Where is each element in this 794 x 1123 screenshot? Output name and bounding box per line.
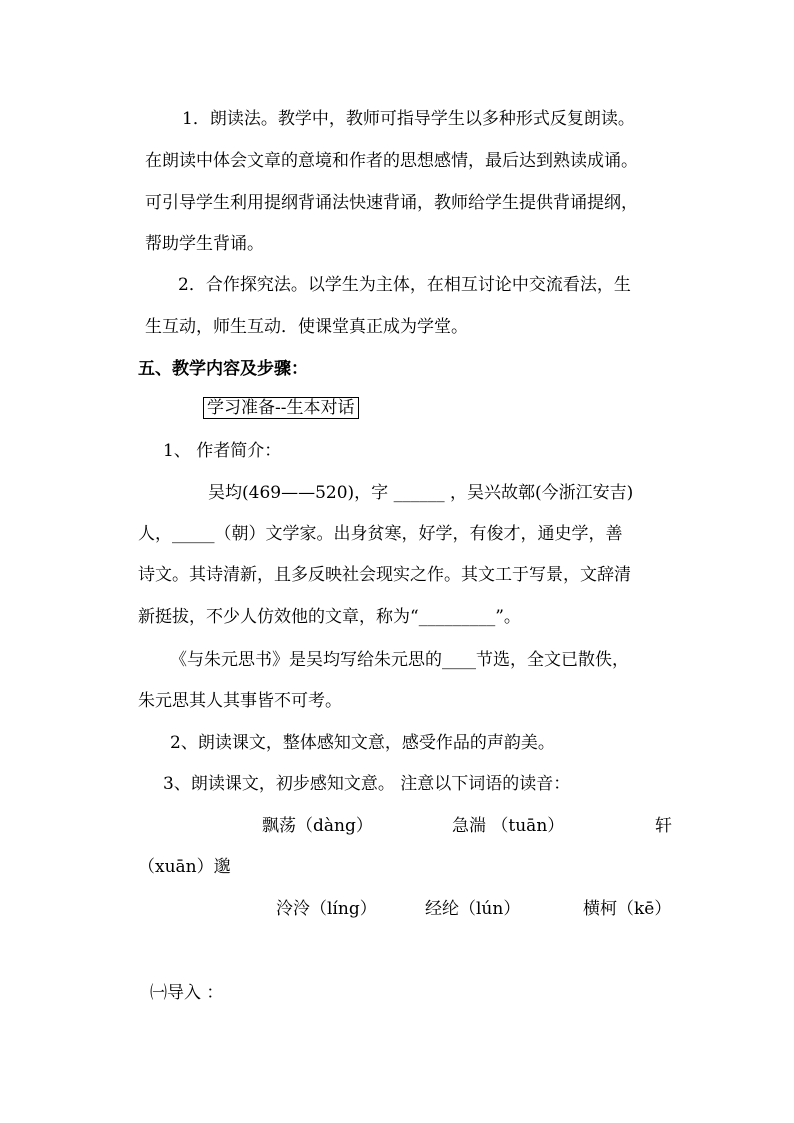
item1-line3: 诗文。其诗清新，且多反映社会现实之作。其文工于写景，文辞清 xyxy=(138,565,631,585)
method1-line1: 1．朗读法。教学中，教师可指导学生以多种形式反复朗读。 xyxy=(182,109,635,129)
boxed-title-text: 学习准备--生本对话 xyxy=(203,397,359,419)
item1-line4: 新挺拔，不少人仿效他的文章，称为“_________”。 xyxy=(138,607,521,627)
pron-row2-b: 经纶（lún） xyxy=(425,899,521,919)
item1-line5: 《与朱元思书》是吴均写给朱元思的____节选，全文已散佚， xyxy=(170,650,629,670)
item1-line1: 吴均(469——520)，字 ______ ，吴兴故鄣(今浙江安吉) xyxy=(208,483,634,503)
item1-line2: 人，_____（朝）文学家。出身贫寒，好学，有俊才，通史学，善 xyxy=(138,524,623,544)
pron-row2-a: 泠泠（líng） xyxy=(276,899,377,919)
pron-row1b: （xuān）邈 xyxy=(138,857,231,877)
pron-row1-a: 飘荡（dàng） xyxy=(262,816,373,836)
method2-line1: 2．合作探究法。以学生为主体，在相互讨论中交流看法，生 xyxy=(178,275,631,295)
method1-line4: 帮助学生背诵。 xyxy=(145,234,264,254)
section-heading: 五、教学内容及步骤： xyxy=(138,359,308,379)
method1-line2: 在朗读中体会文章的意境和作者的思想感情，最后达到熟读成诵。 xyxy=(145,151,638,171)
item1-line6: 朱元思其人其事皆不可考。 xyxy=(138,691,342,711)
intro-heading: ㈠导入 ： xyxy=(150,983,224,1003)
boxed-title xyxy=(203,397,359,419)
pron-row2-c: 横柯（kē） xyxy=(583,899,672,919)
pron-row1-c: 轩 xyxy=(655,816,672,836)
item2: 2、朗读课文，整体感知文意，感受作品的声韵美。 xyxy=(170,733,555,753)
method1-line3: 可引导学生利用提纲背诵法快速背诵，教师给学生提供背诵提纲， xyxy=(145,193,638,213)
pron-row1-b: 急湍 （tuān） xyxy=(452,816,565,836)
item1-heading: 1、 作者简介： xyxy=(163,441,282,461)
method2-line2: 生互动，师生互动．使课堂真正成为学堂。 xyxy=(145,317,468,337)
item3: 3、朗读课文，初步感知文意。 注意以下词语的读音： xyxy=(163,774,571,794)
